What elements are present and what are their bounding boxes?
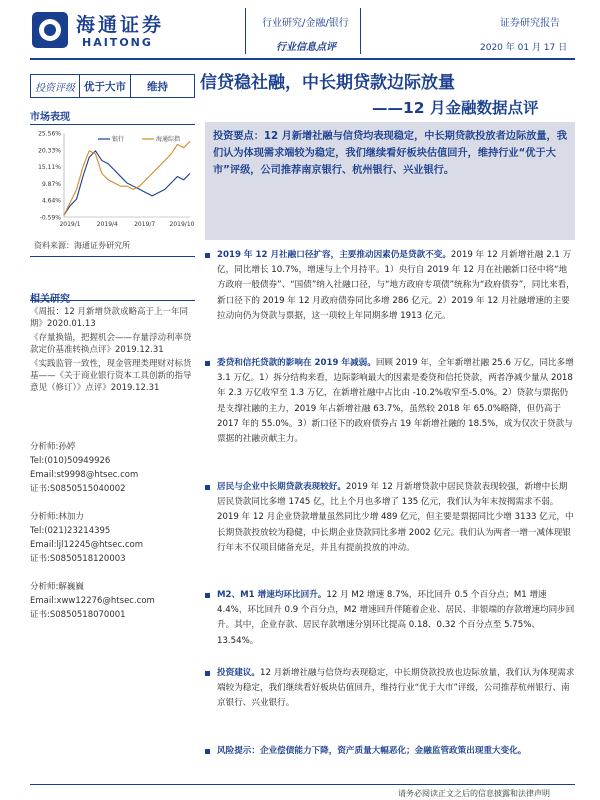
bullet-lead: M2、M1 增速均环比回升。 xyxy=(217,590,327,600)
report-subtitle: ——12 月金融数据点评 xyxy=(372,99,539,117)
analyst-email[interactable]: Email:st9998@htsec.com xyxy=(30,470,139,480)
analyst-name: 分析师:林加力 xyxy=(30,512,84,522)
bullet-lead: 2019 年 12 月社融口径扩容，主要推动因素仍是贷款不变。 xyxy=(217,250,451,260)
spacer xyxy=(30,566,198,580)
y-tick-label: 25.56% xyxy=(38,130,61,138)
bullet-item xyxy=(205,248,575,324)
y-tick-label: 15.11% xyxy=(38,164,61,172)
bullet-lead: 投资建议。 xyxy=(217,668,260,678)
bullet-icon xyxy=(205,361,210,366)
x-tick-label: 2019/7 xyxy=(134,221,156,228)
report-subcategory: 行业信息点评 xyxy=(276,42,336,53)
related-section-title xyxy=(30,290,70,305)
market-section-title: 市场表现 xyxy=(30,112,70,123)
report-date: 2020 年 01 月 17 日 xyxy=(480,43,568,53)
analyst-cert: 证书:S0850515040002 xyxy=(30,484,126,494)
chart-source: 资料来源：海通证券研究所 xyxy=(34,241,130,250)
bullet-item xyxy=(205,480,575,556)
summary-text: 投资要点：12 月新增社融与信贷均表现稳定，中长期贷款投放者边际放量，我们认为体现需求端较为稳定，我们继续看好板块估值回升，维持行业“优于大市”评级，公司推荐南京银行、杭州银行、兴业银行。 xyxy=(213,131,567,176)
legend-label: 海通综指 xyxy=(156,136,181,143)
bullet-lead: 居民与企业中长期贷款表现较好。 xyxy=(217,482,346,492)
footer-rule xyxy=(30,784,575,785)
spacer xyxy=(30,496,198,510)
report-title: 信贷稳社融，中长期贷款边际放量 xyxy=(200,73,455,93)
x-tick-label: 2019/4 xyxy=(96,221,118,228)
analyst-email[interactable]: Email:xww12276@htsec.com xyxy=(30,596,155,606)
report-type: 证券研究报告 xyxy=(500,18,560,29)
logo-emblem-icon xyxy=(30,10,70,50)
related-item[interactable]: 《存量换锚，把握机会——存量浮动利率贷款定价基准转换点评》2019.12.31 xyxy=(30,333,192,355)
x-tick-label: 2019/1 xyxy=(59,221,81,228)
bullet-text: 12 月 M2 增速 8.7%，环比回升 0.5 个百分点；M1 增速 4.4%，环比回升 0.9 个百分点，M2 增速回升伴随着企业、居民、非银端的存款增速均同步回升。其中，企业存款、居民存款增速分别环比提高 0.18、0.32 个百分点至 5.75%、13.54%。 xyxy=(217,590,575,646)
analyst-cert: 证书:S0850518120003 xyxy=(30,554,126,564)
y-tick-label: 9.87% xyxy=(41,180,61,188)
analyst-email[interactable]: Email:ljl12245@htsec.com xyxy=(30,540,143,550)
bullet-item xyxy=(205,666,575,712)
legend-label: 银行 xyxy=(112,136,125,143)
bullet-lead: 风险提示：企业偿债能力下降，资产质量大幅恶化；金融监管政策出现重大变化。 xyxy=(217,746,527,756)
bullet-icon xyxy=(205,749,210,754)
footer-disclaimer: 请务必阅读正文之后的信息披露和法律声明 xyxy=(398,789,550,798)
bullet-text: 2019 年 12 月新增社融 2.1 万亿，同比增长 10.7%，增速与上个月持平。1）央行自 2019 年 12 月在社融新口径中将“地方政府一般债券”、“国债”纳入社融口径，与“地方政府专项债”统称为“政府债券”，同比来看，新口径下的 2019 年 12 月政府债券同比多增 286 亿元。2）2019 年 12 月社融增速的主要拉动向仍为贷款与票据，这一项较上年同期多增 1913 亿元。 xyxy=(217,250,575,321)
analyst-list xyxy=(30,440,198,622)
analyst-name: 分析师:解巍巍 xyxy=(30,582,84,592)
bullet-text: 回顾 2019 年，全年新增社融 25.6 万亿，同比多增 3.1 万亿。1）拆分结构来看，边际影响最大的因素是委贷和信托贷款，两者净减少量从 2018 年 2.3 万亿收窄至 1.3 万亿，在新增社融中占比由 -10.2%收窄至-5.0%。2）贷款与票据仍是支撑社融的主力，2019 年占新增社融 63.7%，虽然较 2018 年 65.0%略降，但仍高于 2017 年的 55.0%。3）新口径下的政府债券占 19 年新增社融的 18.5%，成为仅次于贷款与票据的社融贡献主力。 xyxy=(217,358,574,445)
rating-hold: 维持 xyxy=(147,80,168,93)
analyst-cert: 证书:S0850518070001 xyxy=(30,610,126,620)
y-tick-label: -0.59% xyxy=(39,214,61,222)
bullet-icon xyxy=(205,253,210,258)
bullet-icon xyxy=(205,485,210,490)
bullet-icon xyxy=(205,671,210,676)
bullet-lead: 委贷和信托贷款的影响在 2019 年减弱。 xyxy=(217,358,376,368)
rating-value: 优于大市 xyxy=(79,75,131,97)
header-divider xyxy=(245,8,246,54)
bullet-item xyxy=(205,744,575,759)
analyst-tel: Tel:(021)23214395 xyxy=(30,526,111,536)
rating-box xyxy=(30,74,195,98)
x-tick-label: 2019/10 xyxy=(169,221,195,228)
analyst-tel: Tel:(010)50949926 xyxy=(30,456,111,466)
market-chart-svg xyxy=(30,125,195,233)
bullet-item xyxy=(205,588,575,649)
haitong-logo xyxy=(30,8,190,54)
section-divider xyxy=(30,256,195,257)
bullet-icon xyxy=(205,593,210,598)
y-tick-label: 20.33% xyxy=(38,147,61,155)
rating-label: 投资评级 xyxy=(35,82,75,94)
related-list xyxy=(30,306,198,396)
bullet-item xyxy=(205,356,575,447)
analyst-name: 分析师:孙婷 xyxy=(30,442,76,452)
header-divider xyxy=(360,8,361,54)
related-item[interactable]: 《周报：12 月新增贷款成略高于上一年同期》2020.01.13 xyxy=(30,307,189,329)
related-item[interactable]: 《实践监管一致性，现金管理类理财对标货基——《关于商业银行资本工具创新的指导意见（修订）》点评》2019.12.31 xyxy=(30,359,192,393)
report-category: 行业研究/金融/银行 xyxy=(262,18,349,29)
bullet-text: 12 月新增社融与信贷均表现稳定，中长期贷款投放也边际放量，我们认为体现需求端较为稳定，我们继续看好板块估值回升，维持行业“优于大市”评级，公司推荐杭州银行、南京银行、兴业银行。 xyxy=(217,668,575,709)
y-tick-label: 4.64% xyxy=(41,197,61,205)
header-rule xyxy=(30,58,575,60)
bullet-text: 2019 年 12 月新增贷款中居民贷款表现较强，新增中长期居民贷款同比多增 1745 亿，比上个月也多增了 135 亿元，我们认为年末按揭需求不弱。2019 年 12 月企业贷款增量虽然同比少增 489 亿元，但主要是票据同比少增 3133 亿元，中长期贷款投放较为稳健，中长期企业贷款同比多增 2002 亿元。我们认为两者一增一减体现银行年末不仅项目储备充足，并且有提前投放的冲动。 xyxy=(217,482,574,553)
logo-en: HAITONG xyxy=(82,36,153,49)
summary-box xyxy=(205,122,575,240)
market-chart xyxy=(30,124,195,232)
section-divider xyxy=(30,300,195,301)
logo-cn: 海通证券 xyxy=(76,14,165,36)
series-line-0 xyxy=(64,151,190,215)
